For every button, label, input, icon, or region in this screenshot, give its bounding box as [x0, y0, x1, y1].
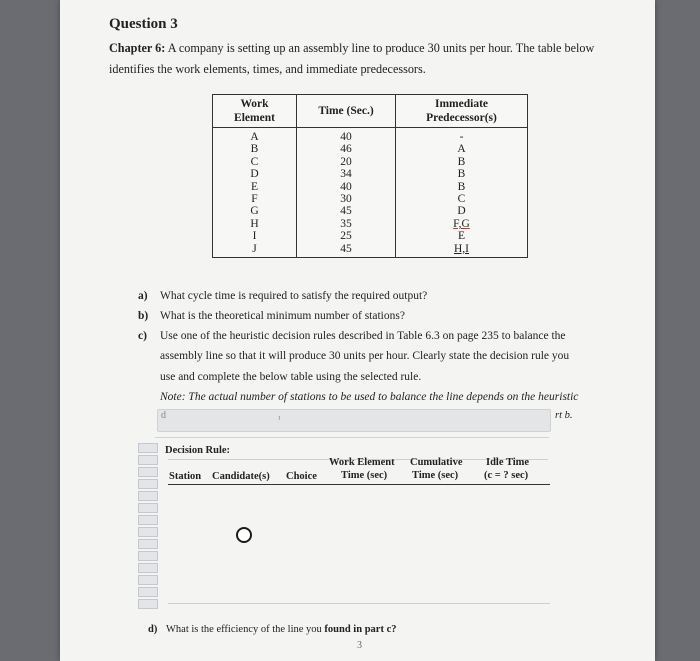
selection-box[interactable] — [138, 587, 158, 597]
question-b — [138, 310, 405, 322]
table-row — [213, 218, 528, 230]
selection-box[interactable] — [138, 467, 158, 477]
cell-element: D — [213, 168, 297, 180]
table-row — [213, 181, 528, 193]
table-bottom-line — [168, 603, 550, 604]
question-c-line3: use and complete the below table using the selected rule. — [160, 371, 422, 383]
note-text: Note: The actual number of stations to be used to balance the line depends on the heuristic — [160, 391, 579, 403]
table-row — [213, 193, 528, 205]
cell-pred: E — [396, 230, 528, 242]
radio-button[interactable] — [236, 527, 252, 543]
cell-time: 45 — [297, 205, 396, 217]
cell-time: 45 — [297, 243, 396, 258]
chapter-label: Chapter 6: — [109, 41, 166, 55]
table-header-row — [213, 95, 528, 128]
divider — [155, 437, 549, 438]
question-b-label: b) — [138, 310, 149, 322]
question-c-line2: assembly line so that it will produce 30 units per hour. Clearly state the decision rule you — [160, 350, 570, 362]
selection-box[interactable] — [138, 455, 158, 465]
selection-box[interactable] — [138, 479, 158, 489]
col-work-time-l1: Work Element — [329, 457, 395, 468]
overlay-fragment-left: d — [161, 410, 166, 421]
cell-element: C — [213, 156, 297, 168]
work-elements-table — [212, 94, 528, 258]
cell-pred: D — [396, 205, 528, 217]
selection-box[interactable] — [138, 503, 158, 513]
cell-time: 30 — [297, 193, 396, 205]
cell-time: 35 — [297, 218, 396, 230]
cell-time: 40 — [297, 181, 396, 193]
question-a — [138, 290, 427, 302]
table-row — [213, 243, 528, 258]
cell-pred: A — [396, 143, 528, 155]
intro-text: A company is setting up an assembly line to produce 30 units per hour. The table below identifies the work elements, times, and immediate predecessors. — [109, 41, 595, 76]
cell-element: G — [213, 205, 297, 217]
cell-time: 20 — [297, 156, 396, 168]
selection-box[interactable] — [138, 551, 158, 561]
table-row — [213, 143, 528, 155]
col-cum-l2: Time (sec) — [412, 470, 459, 481]
selection-box[interactable] — [138, 539, 158, 549]
question-c-label: c) — [138, 330, 147, 342]
cell-element: E — [213, 181, 297, 193]
overlay-fragment-right: rt b. — [555, 410, 573, 421]
question-a-text: What cycle time is required to satisfy the required output? — [160, 290, 428, 302]
question-d — [148, 624, 396, 635]
selection-box[interactable] — [138, 563, 158, 573]
cell-time: 40 — [297, 128, 396, 144]
header-underline — [168, 484, 550, 485]
cell-element: A — [213, 128, 297, 144]
cell-pred: C — [396, 193, 528, 205]
cell-time: 46 — [297, 143, 396, 155]
cell-element: B — [213, 143, 297, 155]
table-row — [213, 168, 528, 180]
cell-pred: B — [396, 156, 528, 168]
col-station: Station — [169, 471, 202, 482]
selection-box[interactable] — [138, 515, 158, 525]
question-a-label: a) — [138, 290, 148, 302]
question-d-label: d) — [148, 624, 158, 635]
overlay-fragment-mid: ¹ — [278, 414, 281, 424]
cell-pred: H,I — [396, 243, 528, 258]
header-predecessors: Immediate Predecessor(s) — [396, 95, 528, 128]
selection-box[interactable] — [138, 575, 158, 585]
table-row — [213, 128, 528, 144]
col-idle-l1: Idle Time — [486, 457, 530, 468]
text-overlay-field[interactable] — [157, 409, 551, 432]
cell-element: J — [213, 243, 297, 258]
col-idle-l2: (c = ? sec) — [484, 470, 529, 481]
col-work-time-l2: Time (sec) — [341, 470, 388, 481]
cell-element: F — [213, 193, 297, 205]
question-b-text: What is the theoretical minimum number of stations? — [160, 310, 405, 322]
selection-box[interactable] — [138, 599, 158, 609]
question-d-bold: found in part c? — [324, 624, 397, 635]
cell-element: H — [213, 218, 297, 230]
cell-pred: - — [396, 128, 528, 144]
question-title: Question 3 — [109, 16, 178, 32]
question-d-text: What is the efficiency of the line you — [166, 624, 322, 635]
cell-time: 25 — [297, 230, 396, 242]
selection-box[interactable] — [138, 443, 158, 453]
cell-pred: B — [396, 181, 528, 193]
question-intro — [109, 38, 634, 80]
col-choice: Choice — [286, 471, 317, 482]
table-row — [213, 230, 528, 242]
cell-time: 34 — [297, 168, 396, 180]
question-c-line1: Use one of the heuristic decision rules described in Table 6.3 on page 235 to balance the — [160, 330, 566, 342]
table-row — [213, 205, 528, 217]
selection-box[interactable] — [138, 527, 158, 537]
col-candidates: Candidate(s) — [212, 471, 270, 482]
selection-box[interactable] — [138, 491, 158, 501]
table-row — [213, 156, 528, 168]
page-number: 3 — [357, 640, 362, 651]
header-time: Time (Sec.) — [297, 95, 396, 128]
cell-pred: B — [396, 168, 528, 180]
document-page — [60, 0, 655, 661]
cell-pred: F,G — [396, 218, 528, 230]
question-c — [138, 330, 566, 342]
cell-element: I — [213, 230, 297, 242]
decision-rule-label: Decision Rule: — [165, 445, 231, 456]
header-work-element: Work Element — [213, 95, 297, 128]
col-cum-l1: Cumulative — [410, 457, 463, 468]
